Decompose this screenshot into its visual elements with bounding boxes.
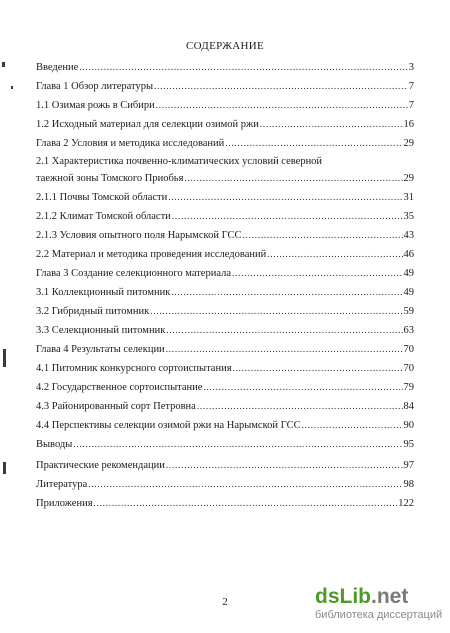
- toc-entry-page: 7: [408, 81, 414, 92]
- toc-entry-page: 70: [403, 344, 414, 355]
- toc-entry-title: Глава 2 Условия и методика исследований: [36, 138, 225, 149]
- toc-entry-page: 79: [403, 382, 414, 393]
- toc-entry[interactable]: [36, 79, 414, 94]
- toc-entry-page: 97: [403, 460, 414, 471]
- watermark-brand: [315, 586, 445, 608]
- dot-leader: [166, 323, 402, 337]
- dot-leader: [243, 228, 403, 242]
- toc-entry-page: 98: [403, 479, 414, 490]
- watermark-subtitle: библиотека диссертаций: [315, 609, 443, 621]
- toc-entry-title: Глава 1 Обзор литературы: [36, 81, 154, 92]
- dot-leader: [225, 136, 402, 150]
- toc-entry-page: 49: [403, 287, 414, 298]
- toc-entry-title: 2.1.3 Условия опытного поля Нарымской ГСС: [36, 230, 242, 241]
- toc-entry-page: 84: [403, 401, 414, 412]
- toc-entry[interactable]: [36, 285, 414, 300]
- scan-artifact: [2, 62, 5, 67]
- toc-entry-title: 4.3 Районированный сорт Петровна: [36, 401, 196, 412]
- toc-entry-title: 2.2 Материал и методика проведения исследований: [36, 249, 267, 260]
- dot-leader: [166, 458, 403, 472]
- toc-entry-page: 59: [403, 306, 414, 317]
- dot-leader: [197, 399, 403, 413]
- toc-entry-page: 49: [403, 268, 414, 279]
- scan-artifact: [3, 349, 6, 367]
- toc-entry-page: 122: [398, 498, 414, 509]
- toc-entry-page: 95: [403, 439, 414, 450]
- toc-entry[interactable]: [36, 266, 414, 281]
- dot-leader: [166, 342, 403, 356]
- toc-entry-page: 46: [403, 249, 414, 260]
- toc-entry[interactable]: [36, 190, 414, 205]
- toc-entry[interactable]: [36, 323, 414, 338]
- dot-leader: [267, 247, 402, 261]
- toc-entry-page: 63: [403, 325, 414, 336]
- dot-leader: [172, 209, 403, 223]
- toc-entry-title: Введение: [36, 62, 79, 73]
- dot-leader: [203, 380, 402, 394]
- toc-entry-title: 3.1 Коллекционный питомник: [36, 287, 171, 298]
- toc-entry-title: Практические рекомендации: [36, 460, 165, 471]
- dot-leader: [168, 190, 402, 204]
- dot-leader: [233, 361, 403, 375]
- toc-entry[interactable]: [36, 477, 414, 492]
- toc-entry-title: 4.1 Питомник конкурсного сортоиспытания: [36, 363, 232, 374]
- dot-leader: [302, 418, 403, 432]
- toc-entry-page: 35: [403, 211, 414, 222]
- toc-entry-page: 70: [403, 363, 414, 374]
- toc-entry-title: 1.1 Озимая рожь в Сибири: [36, 100, 155, 111]
- toc-entry-page: 3: [408, 62, 414, 73]
- dot-leader: [171, 285, 402, 299]
- toc-entry[interactable]: [36, 496, 414, 511]
- dot-leader: [88, 477, 402, 491]
- toc-entry[interactable]: [36, 155, 414, 169]
- dot-leader: [79, 60, 407, 74]
- toc-entry[interactable]: [36, 117, 414, 132]
- toc-entry-title: 2.1.2 Климат Томской области: [36, 211, 171, 222]
- toc-entry-page: 16: [403, 119, 414, 130]
- toc-entry-page: 29: [403, 138, 414, 149]
- scan-artifact: [11, 86, 13, 89]
- dot-leader: [260, 117, 403, 131]
- dot-leader: [156, 98, 408, 112]
- toc-entry-title: 2.1.1 Почвы Томской области: [36, 192, 168, 203]
- toc-entry[interactable]: [36, 171, 414, 186]
- toc-entry[interactable]: [36, 380, 414, 395]
- watermark-logo: [315, 586, 445, 628]
- toc-entry-page: 43: [403, 230, 414, 241]
- dot-leader: [184, 171, 402, 185]
- toc-entry-page: 29: [403, 173, 414, 184]
- toc-entry-title: 4.4 Перспективы селекции озимой ржи на Нарымской ГСС: [36, 420, 301, 431]
- dot-leader: [154, 79, 408, 93]
- toc-entry-title: 1.2 Исходный материал для селекции озимой ржи: [36, 119, 259, 130]
- toc-entry-title: 3.2 Гибридный питомник: [36, 306, 150, 317]
- toc-entry-title: таежной зоны Томского Приобья: [36, 173, 184, 184]
- toc-entry[interactable]: [36, 361, 414, 376]
- watermark-brand-main: dsLib: [315, 585, 371, 608]
- toc-entry[interactable]: [36, 228, 414, 243]
- toc-entry-page: 7: [408, 100, 414, 111]
- toc-entry[interactable]: [36, 136, 414, 151]
- toc-entry[interactable]: [36, 437, 414, 452]
- toc-entry[interactable]: [36, 209, 414, 224]
- toc-entry-title: Приложения: [36, 498, 93, 509]
- toc-entry[interactable]: [36, 399, 414, 414]
- page-number: 2: [222, 596, 228, 608]
- toc-entry[interactable]: [36, 247, 414, 262]
- dot-leader: [150, 304, 402, 318]
- toc-entry[interactable]: [36, 98, 414, 113]
- toc-entry[interactable]: [36, 418, 414, 433]
- dot-leader: [232, 266, 403, 280]
- scan-artifact: [3, 462, 6, 474]
- toc-entry-title: 3.3 Селекционный питомник: [36, 325, 166, 336]
- dot-leader: [94, 496, 398, 510]
- toc-entry[interactable]: [36, 458, 414, 473]
- toc-entry[interactable]: [36, 304, 414, 319]
- toc-entry-title: Глава 4 Результаты селекции: [36, 344, 165, 355]
- toc-entry-title: Литература: [36, 479, 88, 490]
- toc-entry-title: Глава 3 Создание селекционного материала: [36, 268, 231, 279]
- toc-entry-page: 90: [403, 420, 414, 431]
- toc-entry[interactable]: [36, 342, 414, 357]
- dot-leader: [73, 437, 402, 451]
- toc-entry-page: 31: [403, 192, 414, 203]
- toc-entry[interactable]: [36, 60, 414, 75]
- watermark-brand-suffix: .net: [371, 585, 409, 608]
- toc-entry-title: 4.2 Государственное сортоиспытание: [36, 382, 203, 393]
- toc-entry-title: 2.1 Характеристика почвенно-климатических условий северной: [36, 156, 323, 167]
- page-title: СОДЕРЖАНИЕ: [185, 40, 265, 52]
- toc-entry-title: Выводы: [36, 439, 73, 450]
